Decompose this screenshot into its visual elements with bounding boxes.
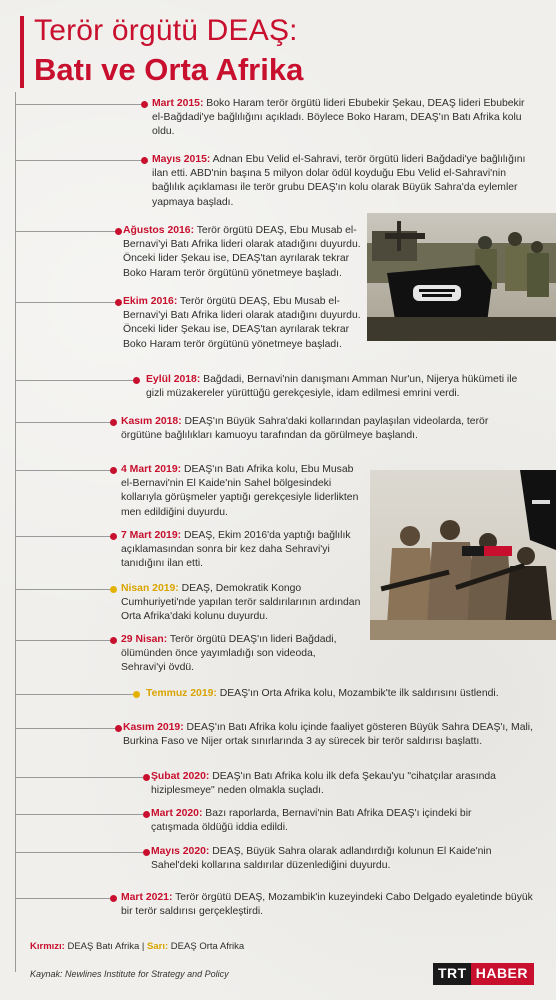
legend-yellow-key: Sarı: (147, 941, 169, 952)
timeline-dot (110, 467, 117, 474)
timeline-entry (146, 373, 538, 401)
title-line-2: Batı ve Orta Afrika (34, 52, 304, 87)
timeline-connector (15, 536, 113, 537)
entry-date: Mart 2020: (151, 808, 203, 819)
entry-text: Terör örgütü DEAŞ, Ebu Musab el-Bernavi'yi Batı Afrika lideri olarak atadığını duyurdu. Önceki lider Şekau ise, DEAŞ'tan ayrılarak tekrar Boko Haram terör örgütünü yönetmeye başladı. (123, 225, 361, 279)
timeline-connector (15, 231, 118, 232)
timeline-connector (15, 380, 136, 381)
timeline-connector (15, 422, 113, 423)
logo-trt: TRT (433, 963, 471, 985)
trt-haber-logo (433, 963, 534, 985)
timeline-connector (15, 302, 118, 303)
entry-date: Mart 2021: (121, 892, 173, 903)
timeline-entry (152, 153, 536, 210)
timeline-connector (15, 640, 113, 641)
timeline-dot (133, 691, 140, 698)
legend-red-value: DEAŞ Batı Afrika | (64, 941, 148, 952)
entry-text: Terör örgütü DEAŞ'ın lideri Bağdadi, ölümünden önce yayımladığı son videoda, Sehravi'yi övdü. (121, 634, 337, 674)
timeline-entry (121, 633, 361, 676)
timeline-dot (110, 533, 117, 540)
armed-group-photo (370, 470, 556, 640)
timeline-entry (151, 770, 521, 798)
timeline-connector (15, 814, 146, 815)
entry-text: DEAŞ'ın Batı Afrika kolu ilk defa Şekau'yu "cihatçılar arasında hiziplesmeye" neden olmakla suçladı. (151, 771, 496, 797)
timeline-entry (123, 721, 538, 749)
entry-date: Mart 2015: (152, 98, 204, 109)
timeline-connector (15, 852, 146, 853)
entry-text: DEAŞ'ın Büyük Sahra'daki kollarından paylaşılan videolarda, terör örgütüne bağlılıkları kamuoyu tarafından da görülmeye başlandı. (121, 416, 489, 442)
timeline-entry (121, 415, 521, 443)
timeline-dot (143, 849, 150, 856)
entry-date: 29 Nisan: (121, 634, 168, 645)
legend-red-key: Kırmızı: (30, 941, 65, 952)
timeline-dot (110, 637, 117, 644)
entry-date: Mayıs 2015: (152, 154, 211, 165)
timeline-dot (143, 811, 150, 818)
timeline-dot (115, 725, 122, 732)
entry-text: DEAŞ, Ekim 2016'da yaptığı bağlılık açıklamasından sonra bir kez daha Sehravi'yi tanıdığını ilan etti. (121, 530, 351, 570)
timeline-connector (15, 777, 146, 778)
timeline-connector (15, 470, 113, 471)
entry-text: Bağdadi, Bernavi'nin danışmanı Amman Nur'un, Nijerya hükümeti ile gizli müzakereler yürüttüğü gerekçesiyle, idam edilmesi emrini verdi. (146, 374, 518, 400)
timeline-connector (15, 728, 118, 729)
entry-date: Ekim 2016: (123, 296, 178, 307)
logo-haber: HABER (471, 963, 534, 985)
timeline-connector (15, 589, 113, 590)
timeline-dot (141, 101, 148, 108)
timeline-entry (121, 529, 361, 572)
entry-text: DEAŞ'ın Orta Afrika kolu, Mozambik'te ilk saldırısını üstlendi. (216, 688, 499, 699)
entry-date: 4 Mart 2019: (121, 464, 182, 475)
militants-flag-photo (367, 213, 556, 341)
timeline-entry (146, 687, 536, 701)
entry-text: Boko Haram terör örgütü lideri Ebubekir Şekau, DEAŞ lideri Ebubekir el-Bağdadi'ye bağlılığını açıkladı. Böylece Boko Haram, DEAŞ'ın Batı Afrika kolu oldu. (152, 98, 525, 138)
timeline-entry (123, 224, 363, 281)
legend-yellow-value: DEAŞ Orta Afrika (168, 941, 245, 952)
entry-text: Bazı raporlarda, Bernavi'nin Batı Afrika DEAŞ'ı içindeki bir çatışmada öldüğü iddia edildi. (151, 808, 472, 834)
timeline-entry (123, 295, 363, 352)
title-accent-bar (20, 16, 24, 88)
entry-date: Temmuz 2019: (146, 688, 217, 699)
entry-text: DEAŞ'ın Batı Afrika kolu içinde faaliyet gösteren Büyük Sahra DEAŞ'ı, Mali, Burkina Faso ve Nijer ortak sınırlarında 3 ay sürecek bir terör saldırısı başlattı. (123, 722, 533, 748)
entry-text: Terör örgütü DEAŞ, Mozambik'in kuzeyindeki Cabo Delgado eyaletinde büyük bir terör saldırısı gerçekleştirdi. (121, 892, 533, 918)
entry-date: Kasım 2019: (123, 722, 184, 733)
timeline-dot (115, 299, 122, 306)
timeline-dot (110, 419, 117, 426)
header (0, 12, 556, 96)
color-legend (30, 941, 244, 952)
timeline-entry (151, 807, 521, 835)
entry-date: Ağustos 2016: (123, 225, 195, 236)
timeline-entry (121, 891, 533, 919)
timeline-connector (15, 104, 144, 105)
entry-date: 7 Mart 2019: (121, 530, 182, 541)
entry-text: DEAŞ, Büyük Sahra olarak adlandırdığı kolunun El Kaide'nin Sahel'deki kollarına saldırılar düzenlediğini duyurdu. (151, 846, 492, 872)
entry-date: Mayıs 2020: (151, 846, 210, 857)
source-value: Newlines Institute for Strategy and Policy (62, 969, 229, 979)
timeline-entry (151, 845, 521, 873)
entry-text: DEAŞ, Demokratik Kongo Cumhuriyeti'nde yapılan terör saldırılarının ardından Orta Afrika'daki kolunu duyurdu. (121, 583, 361, 623)
entry-date: Kasım 2018: (121, 416, 182, 427)
timeline-dot (110, 586, 117, 593)
entry-text: Adnan Ebu Velid el-Sahravi, terör örgütü lideri Bağdadi'ye bağlılığını ilan etti. ABD'nin başına 5 milyon dolar ödül koyduğu Ebu Velid el-Sahravi'nin bağlılık açıklaması ile terör grubu DEAŞ'ın kolu olarak Büyük Sahra'da eylemler yapmaya başladı. (152, 154, 526, 208)
entry-date: Şubat 2020: (151, 771, 210, 782)
timeline-entry (152, 97, 536, 140)
source-label: Kaynak: (30, 969, 63, 979)
title-line-1: Terör örgütü DEAŞ: (34, 14, 298, 47)
timeline-dot (133, 377, 140, 384)
timeline-entry (121, 463, 361, 520)
timeline-dot (141, 157, 148, 164)
timeline-connector (15, 694, 136, 695)
timeline-dot (143, 774, 150, 781)
entry-text: Terör örgütü DEAŞ, Ebu Musab el-Bernavi'yi Batı Afrika lideri olarak atadığını duyurdu. Önceki lider Şekau ise, DEAŞ'tan ayrılarak tekrar Boko Haram terör örgütünü yönetmeye başladı. (123, 296, 361, 350)
timeline-connector (15, 160, 144, 161)
timeline-connector (15, 898, 113, 899)
source-note (30, 969, 229, 979)
timeline-line (15, 92, 16, 972)
timeline-dot (115, 228, 122, 235)
entry-text: DEAŞ'ın Batı Afrika kolu, Ebu Musab el-Bernavi'nin El Kaide'nin Sahel bölgesindeki kollarıyla görüşmeler yaptığı gerekçesiyle liderlikten men edildiğini duyurdu. (121, 464, 359, 518)
entry-date: Nisan 2019: (121, 583, 179, 594)
entry-date: Eylül 2018: (146, 374, 201, 385)
timeline-dot (110, 895, 117, 902)
timeline-entry (121, 582, 361, 625)
